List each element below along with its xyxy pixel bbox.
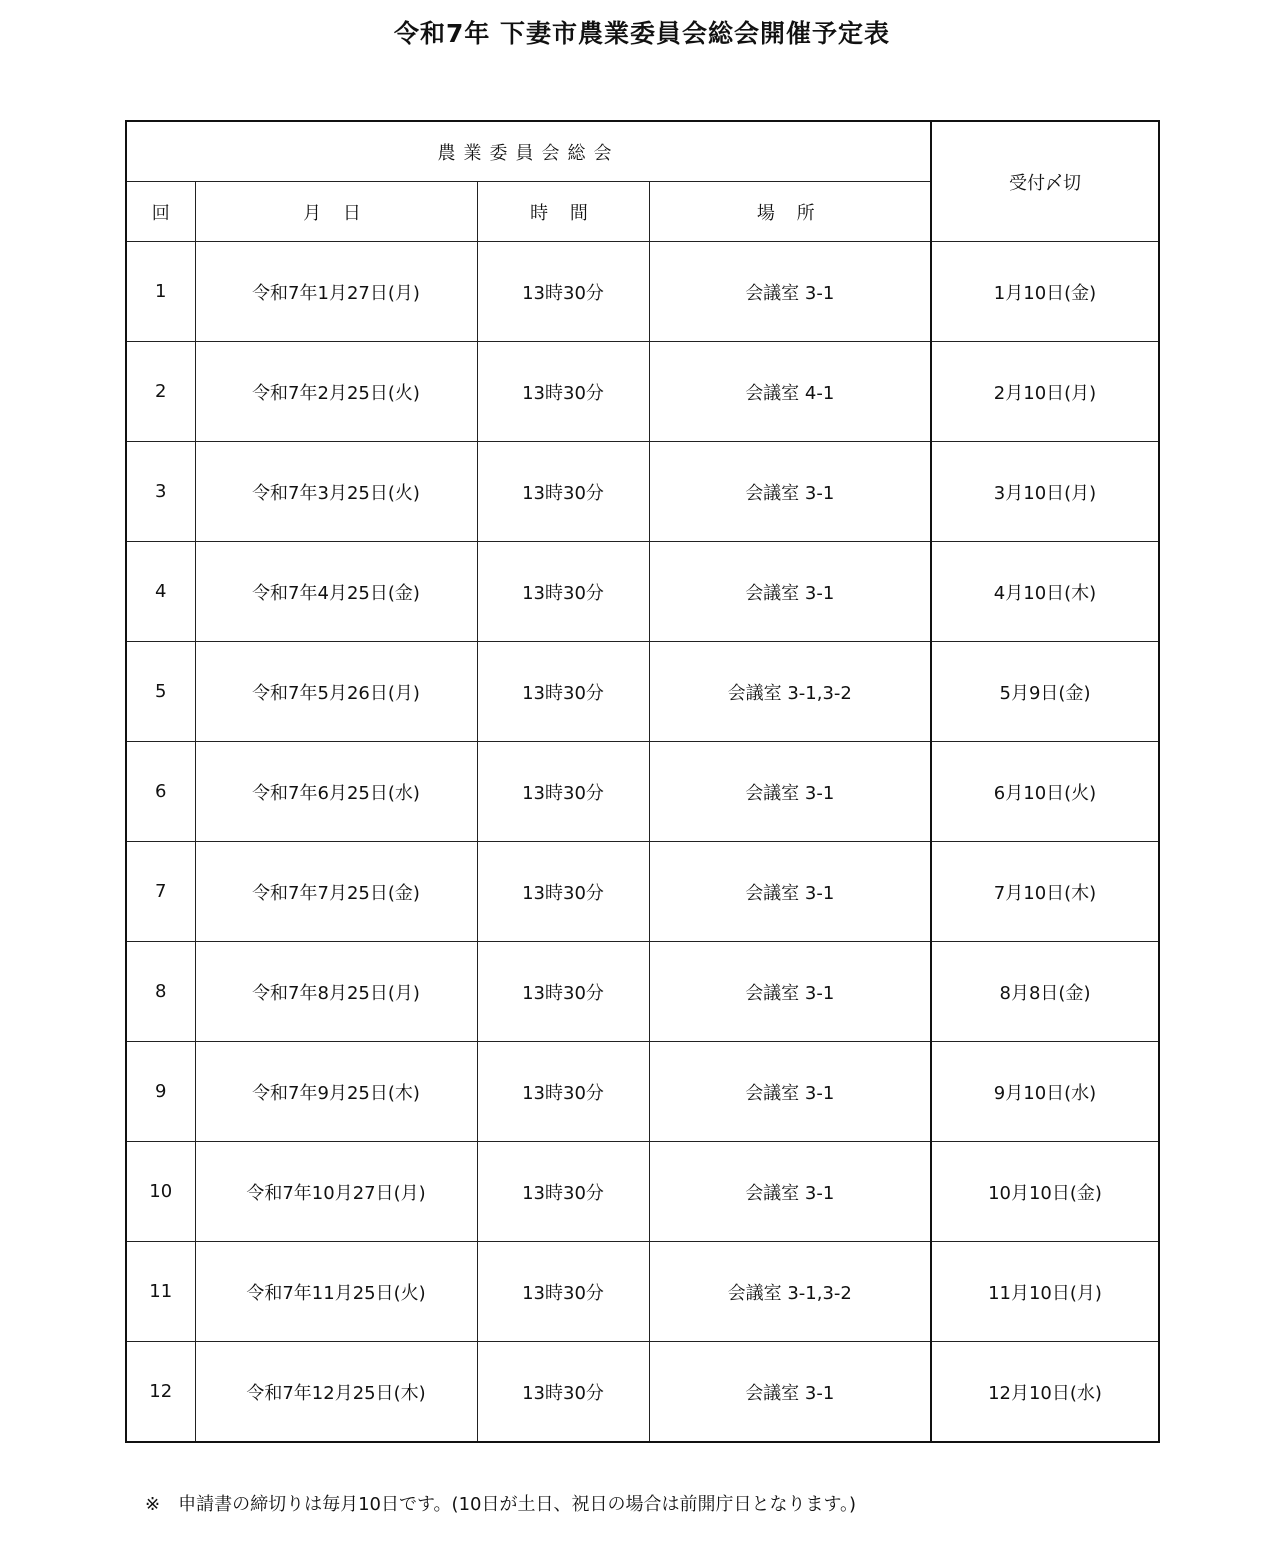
table-row [126,1042,1159,1142]
time-cell: 13時30分 [477,842,649,942]
time-header: 時 間 [477,182,649,242]
deadline-cell: 8月8日(金) [931,942,1159,1042]
place-cell: 会議室 3-1 [649,1342,931,1443]
deadline-cell: 10月10日(金) [931,1142,1159,1242]
table-row [126,1242,1159,1342]
table-row [126,1342,1159,1443]
place-cell: 会議室 3-1 [649,942,931,1042]
deadline-header: 受付〆切 [931,121,1159,242]
table-row [126,1142,1159,1242]
place-cell: 会議室 3-1 [649,742,931,842]
round-cell: 12 [126,1342,195,1443]
table-row [126,342,1159,442]
table-row [126,642,1159,742]
round-cell: 1 [126,242,195,342]
place-cell: 会議室 3-1 [649,542,931,642]
date-cell: 令和7年1月27日(月) [195,242,477,342]
deadline-cell: 1月10日(金) [931,242,1159,342]
round-header: 回 [126,182,195,242]
date-cell: 令和7年8月25日(月) [195,942,477,1042]
deadline-cell: 6月10日(火) [931,742,1159,842]
time-cell: 13時30分 [477,542,649,642]
table-row [126,242,1159,342]
table-row [126,442,1159,542]
time-cell: 13時30分 [477,1242,649,1342]
round-cell: 6 [126,742,195,842]
place-cell: 会議室 3-1 [649,442,931,542]
time-cell: 13時30分 [477,242,649,342]
group-header: 農業委員会総会 [126,121,931,182]
deadline-cell: 2月10日(月) [931,342,1159,442]
schedule-table [125,120,1160,1443]
deadline-cell: 3月10日(月) [931,442,1159,542]
date-cell: 令和7年6月25日(水) [195,742,477,842]
deadline-cell: 11月10日(月) [931,1242,1159,1342]
date-cell: 令和7年9月25日(木) [195,1042,477,1142]
deadline-cell: 4月10日(木) [931,542,1159,642]
place-header: 場 所 [649,182,931,242]
round-cell: 11 [126,1242,195,1342]
date-cell: 令和7年4月25日(金) [195,542,477,642]
date-cell: 令和7年3月25日(火) [195,442,477,542]
time-cell: 13時30分 [477,642,649,742]
date-cell: 令和7年12月25日(木) [195,1342,477,1443]
table-row [126,842,1159,942]
place-cell: 会議室 3-1 [649,1042,931,1142]
table-row [126,742,1159,842]
round-cell: 4 [126,542,195,642]
place-cell: 会議室 4-1 [649,342,931,442]
deadline-cell: 7月10日(木) [931,842,1159,942]
time-cell: 13時30分 [477,1342,649,1443]
round-cell: 8 [126,942,195,1042]
round-cell: 10 [126,1142,195,1242]
date-cell: 令和7年2月25日(火) [195,342,477,442]
footnote: ※ 申請書の締切りは毎月10日です。(10日が土日、祝日の場合は前開庁日となります。) [145,1494,857,1515]
round-cell: 2 [126,342,195,442]
date-cell: 令和7年7月25日(金) [195,842,477,942]
place-cell: 会議室 3-1 [649,242,931,342]
time-cell: 13時30分 [477,742,649,842]
deadline-cell: 5月9日(金) [931,642,1159,742]
place-cell: 会議室 3-1 [649,842,931,942]
date-cell: 令和7年10月27日(月) [195,1142,477,1242]
round-cell: 7 [126,842,195,942]
place-cell: 会議室 3-1,3-2 [649,1242,931,1342]
round-cell: 5 [126,642,195,742]
place-cell: 会議室 3-1,3-2 [649,642,931,742]
deadline-cell: 12月10日(水) [931,1342,1159,1443]
date-cell: 令和7年5月26日(月) [195,642,477,742]
round-cell: 9 [126,1042,195,1142]
table-row [126,942,1159,1042]
time-cell: 13時30分 [477,442,649,542]
deadline-cell: 9月10日(水) [931,1042,1159,1142]
date-header: 月 日 [195,182,477,242]
time-cell: 13時30分 [477,942,649,1042]
time-cell: 13時30分 [477,342,649,442]
table-header-row [126,121,1159,182]
date-cell: 令和7年11月25日(火) [195,1242,477,1342]
time-cell: 13時30分 [477,1042,649,1142]
round-cell: 3 [126,442,195,542]
time-cell: 13時30分 [477,1142,649,1242]
table-row [126,542,1159,642]
place-cell: 会議室 3-1 [649,1142,931,1242]
page-title: 令和7年 下妻市農業委員会総会開催予定表 [393,19,891,48]
